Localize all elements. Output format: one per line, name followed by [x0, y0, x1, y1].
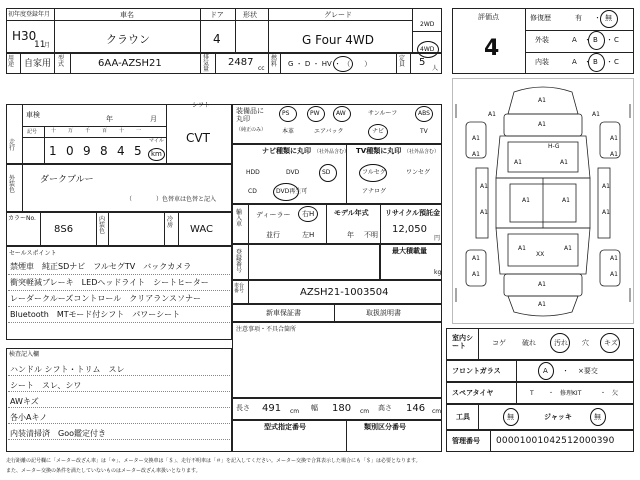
nav-title: ナビ種類に丸印	[262, 147, 311, 155]
width-label: 幅	[311, 404, 318, 412]
footer-line2: また、メーター交換の条件を満たしていないものはメーター改ざん車扱いとなります。	[6, 468, 201, 474]
equipment-label: 装備品に丸印	[236, 107, 264, 123]
damage-mark: A1	[564, 245, 572, 252]
damage-mark: A1	[522, 197, 530, 204]
displacement-unit: cc	[258, 65, 265, 72]
equipment-item: 本革	[282, 128, 295, 135]
reg-year: H30	[12, 29, 37, 43]
footer-line1: 走行距離の記号欄に「メーター改ざん車」は「＊」、メーター交換車は「＄」、走行不明車は「＃」を記入してください。メーター交換で合算表示した場合にも「＄」は必要となります。	[6, 458, 421, 464]
color-label: 外装色	[9, 175, 16, 194]
damage-mark: A1	[472, 135, 480, 142]
capacity-unit: 人	[432, 65, 439, 72]
inspection-label: 車検	[26, 111, 40, 119]
drive-2wd: 2WD	[420, 21, 435, 28]
glass-sep: ・	[562, 367, 569, 375]
nav-item: DVD	[286, 169, 300, 176]
damage-mark: H-G	[548, 143, 560, 150]
color-value: ダークブルー	[40, 175, 94, 185]
height-label: 高さ	[378, 404, 392, 412]
digit-header: 千	[85, 128, 91, 134]
tv-item: フルセグ	[362, 169, 386, 176]
exterior-sep2: ・	[606, 36, 613, 44]
damage-mark: A1	[602, 183, 610, 190]
inspector-line: AWキズ	[10, 397, 39, 406]
interior-seat-label: 室内シート	[452, 334, 473, 351]
header-row	[6, 8, 442, 53]
damage-mark: A1	[480, 183, 488, 190]
damage-mark: XX	[536, 251, 545, 258]
length-unit: cm	[290, 408, 300, 415]
digit-header: 百	[102, 128, 108, 134]
digit-header: 一	[136, 128, 142, 134]
cooler-label: 冷房	[167, 216, 174, 229]
parallel-label: 並行	[266, 231, 280, 239]
right-h: 右H	[302, 210, 315, 218]
sales-point-line: 禁煙車 純正SDナビ フルセグTV バックカメラ	[10, 262, 192, 271]
jack-label: ジャッキ	[544, 413, 572, 421]
damage-mark: A1	[602, 209, 610, 216]
sales-points-label: セールスポイント	[9, 250, 57, 257]
glass-a: A	[543, 367, 548, 375]
notes-label: 注意事項・不具合箇所	[236, 326, 297, 333]
recycle-label: リサイクル預託金	[385, 209, 441, 217]
width-unit: cm	[360, 408, 370, 415]
color-code-label: カラーNo.	[8, 215, 36, 222]
grade-label: グレード	[324, 11, 352, 19]
jack-value: 無	[594, 413, 601, 421]
use-value: 自家用	[24, 59, 52, 69]
nav-item: HDD	[246, 169, 260, 176]
damage-mark: A1	[514, 159, 522, 166]
glass-label: フロントガラス	[452, 367, 501, 375]
manual-label: 取扱説明書	[366, 309, 401, 317]
interior-a: A	[572, 58, 577, 66]
left-h: 左H	[302, 231, 315, 239]
inspector-line: 内装清掃済 Goo鑑定付き	[10, 429, 106, 438]
interior-label: 内装	[535, 58, 549, 66]
damage-mark: A1	[560, 159, 568, 166]
damage-mark: A1	[610, 151, 618, 158]
notes-block	[232, 322, 442, 398]
tv-item: ワンセグ	[406, 169, 431, 176]
equipment-item: AW	[336, 110, 346, 117]
equipment-item: サンルーフ	[368, 110, 398, 117]
damage-mark: A1	[472, 151, 480, 158]
odometer-digit: 1	[49, 144, 57, 158]
chassis-label: 車台番号	[234, 283, 245, 294]
shift-label: シフト	[192, 102, 211, 109]
model-year-year: 年	[347, 231, 354, 239]
nav-item: SD	[322, 169, 331, 176]
inspector-line: シート スレ、シワ	[10, 381, 82, 390]
tv-title: TV種類に丸印	[356, 147, 402, 155]
damage-mark: A1	[472, 271, 480, 278]
shape-label: 形状	[243, 11, 257, 19]
interior-sep1: ・	[584, 58, 591, 66]
distance-label: 走行	[9, 139, 16, 152]
spare-sep2: ・	[600, 390, 607, 397]
import-label: 輸入車	[236, 209, 243, 228]
inspector-line: 各小Aキノ	[10, 413, 48, 422]
score-value: 4	[484, 36, 500, 61]
equipment-item: PS	[282, 110, 290, 117]
nav-item: CD	[248, 188, 257, 195]
damage-mark: A1	[592, 111, 600, 118]
height-value: 146	[406, 403, 426, 414]
nav-item: DVD再生可	[276, 188, 308, 195]
exterior-b: B	[593, 36, 598, 44]
odometer-digit: 4	[117, 144, 125, 158]
exterior-label: 外装	[535, 36, 549, 44]
inspection-year: 年	[106, 115, 113, 123]
interior-color-label: 内装色	[99, 216, 106, 235]
digit-header: 十	[119, 128, 125, 134]
damage-mark: A1	[610, 135, 618, 142]
repair-label: 修復歴	[530, 14, 551, 22]
damage-mark: A1	[480, 209, 488, 216]
cooler-value: WAC	[190, 224, 213, 235]
doors-value: 4	[213, 32, 221, 46]
sales-point-line: 衝突軽減ブレーキ LEDヘッドライト シートヒーター	[10, 278, 209, 287]
repair-opt-sep: ・	[594, 14, 601, 22]
sales-point-line: Bluetooth MTモード付シフト パワーシート	[10, 310, 181, 319]
unit-mile: マイル	[149, 138, 164, 144]
capacity-value: 5	[419, 57, 426, 68]
tools-value: 無	[507, 413, 514, 421]
damage-mark: A1	[538, 301, 546, 308]
odometer-digit: 8	[100, 144, 108, 158]
management-value: 00001001042512000390	[496, 436, 615, 446]
type-cert-label: 型式指定番号	[264, 423, 306, 431]
registration-label: 登録番号	[236, 249, 243, 274]
height-unit: cm	[432, 408, 442, 415]
damage-mark: A1	[488, 111, 496, 118]
equipment-item: ナビ	[372, 128, 385, 135]
warranty-label: 新車保証書	[266, 309, 301, 317]
fuel-hv-circle	[333, 56, 353, 72]
seat-option: 汚れ	[554, 339, 568, 347]
tools-label: 工具	[456, 413, 470, 421]
damage-mark: A1	[562, 197, 570, 204]
seat-option: 破れ	[522, 339, 536, 347]
damage-mark: A1	[472, 255, 480, 262]
equipment-sublabel: （純正のみ）	[236, 127, 267, 133]
row2	[6, 53, 442, 74]
max-load-label: 最大積載量	[392, 247, 427, 255]
equipment-item: ABS	[418, 110, 430, 117]
damage-mark: A1	[538, 281, 546, 288]
digit-header: 万	[68, 128, 74, 134]
color-code-value: 8S6	[54, 224, 74, 235]
max-load-unit: kg	[434, 269, 442, 276]
spare-sep1: ・	[548, 390, 555, 397]
unit-km: km	[151, 150, 162, 158]
exterior-a: A	[572, 36, 577, 44]
damage-mark: A1	[610, 255, 618, 262]
repair-opt-no: 無	[605, 14, 612, 22]
color-note: （ ）色替車は色替と記入	[126, 196, 217, 203]
spare-kit: 修理KIT	[560, 390, 582, 397]
reg-month: 11	[34, 40, 46, 50]
record-label: 記号	[27, 129, 38, 135]
score-label: 評価点	[478, 13, 499, 21]
exterior-sep1: ・	[584, 36, 591, 44]
model-label: 型式	[58, 55, 65, 68]
model-year-value: 不明	[364, 231, 378, 239]
fuel-label: 燃料	[271, 55, 278, 68]
use-label: 用途	[8, 55, 15, 68]
grade-value: G Four 4WD	[302, 33, 375, 47]
odometer-digit: 9	[83, 144, 91, 158]
recycle-value: 12,050	[392, 224, 427, 235]
tv-sub: （社外品含む）	[404, 149, 440, 155]
model-value: 6AA-AZSH21	[98, 58, 162, 69]
sales-points-block	[6, 246, 232, 340]
car-name-label: 車名	[120, 11, 134, 19]
car-damage-diagram	[452, 78, 634, 324]
glass-replace: ×要交	[578, 367, 598, 375]
chassis-value: AZSH21-1003504	[300, 287, 389, 298]
seat-option: コゲ	[492, 339, 506, 347]
seat-option: 穴	[582, 339, 589, 347]
displacement-label: 排気量	[203, 54, 210, 73]
width-value: 180	[332, 403, 352, 414]
damage-mark: A1	[538, 121, 546, 128]
inspection-month: 月	[150, 115, 157, 123]
damage-mark: A1	[518, 245, 526, 252]
spare-missing: 欠	[612, 390, 619, 397]
color-block	[6, 164, 232, 212]
length-label: 長さ	[236, 404, 250, 412]
reg-year-label: 初年度登録年月	[8, 11, 51, 18]
model-year-label: モデル年式	[334, 209, 369, 217]
dealer-label: ディーラー	[256, 211, 291, 219]
shift-value: CVT	[186, 131, 210, 145]
spare-t: T	[530, 390, 534, 397]
equipment-item: TV	[420, 128, 428, 135]
fuel-value: G ・ D ・ HV ・ （ ）	[288, 60, 372, 68]
displacement-value: 2487	[228, 57, 254, 68]
damage-mark: A1	[610, 271, 618, 278]
management-label: 管理番号	[452, 437, 480, 445]
interior-b: B	[593, 58, 598, 66]
drive-4wd: 4WD	[420, 46, 435, 53]
warranty-row	[232, 304, 442, 322]
exterior-c: C	[614, 36, 619, 44]
capacity-label: 定員	[399, 55, 406, 68]
equipment-item: PW	[310, 110, 320, 117]
odometer-digit: 0	[66, 144, 74, 158]
month-unit: 月	[44, 42, 51, 49]
registration-block	[232, 244, 380, 280]
inspector-line: ハンドル シフト・トリム スレ	[10, 365, 125, 374]
damage-mark: A1	[538, 97, 546, 104]
spare-label: スペアタイヤ	[452, 389, 494, 397]
seat-option: キズ	[604, 339, 618, 347]
digit-header: 十	[51, 128, 57, 134]
nav-sub: （社外品含む）	[314, 149, 350, 155]
repair-opt-yes: 有	[575, 14, 582, 22]
inspector-label: 検査記入欄	[9, 351, 40, 358]
length-value: 491	[262, 403, 282, 414]
tv-item: アナログ	[362, 188, 387, 195]
car-name: クラウン	[106, 33, 150, 46]
recycle-unit: 円	[434, 235, 441, 242]
interior-sep2: ・	[606, 58, 613, 66]
odometer-digit: 5	[134, 144, 142, 158]
equipment-item: エアバック	[314, 128, 344, 135]
interior-c: C	[614, 58, 619, 66]
doors-label: ドア	[210, 11, 224, 19]
class-label: 類別区分番号	[364, 423, 406, 431]
sales-point-line: レーダークルーズコントロール クリアランスソナー	[10, 294, 201, 303]
